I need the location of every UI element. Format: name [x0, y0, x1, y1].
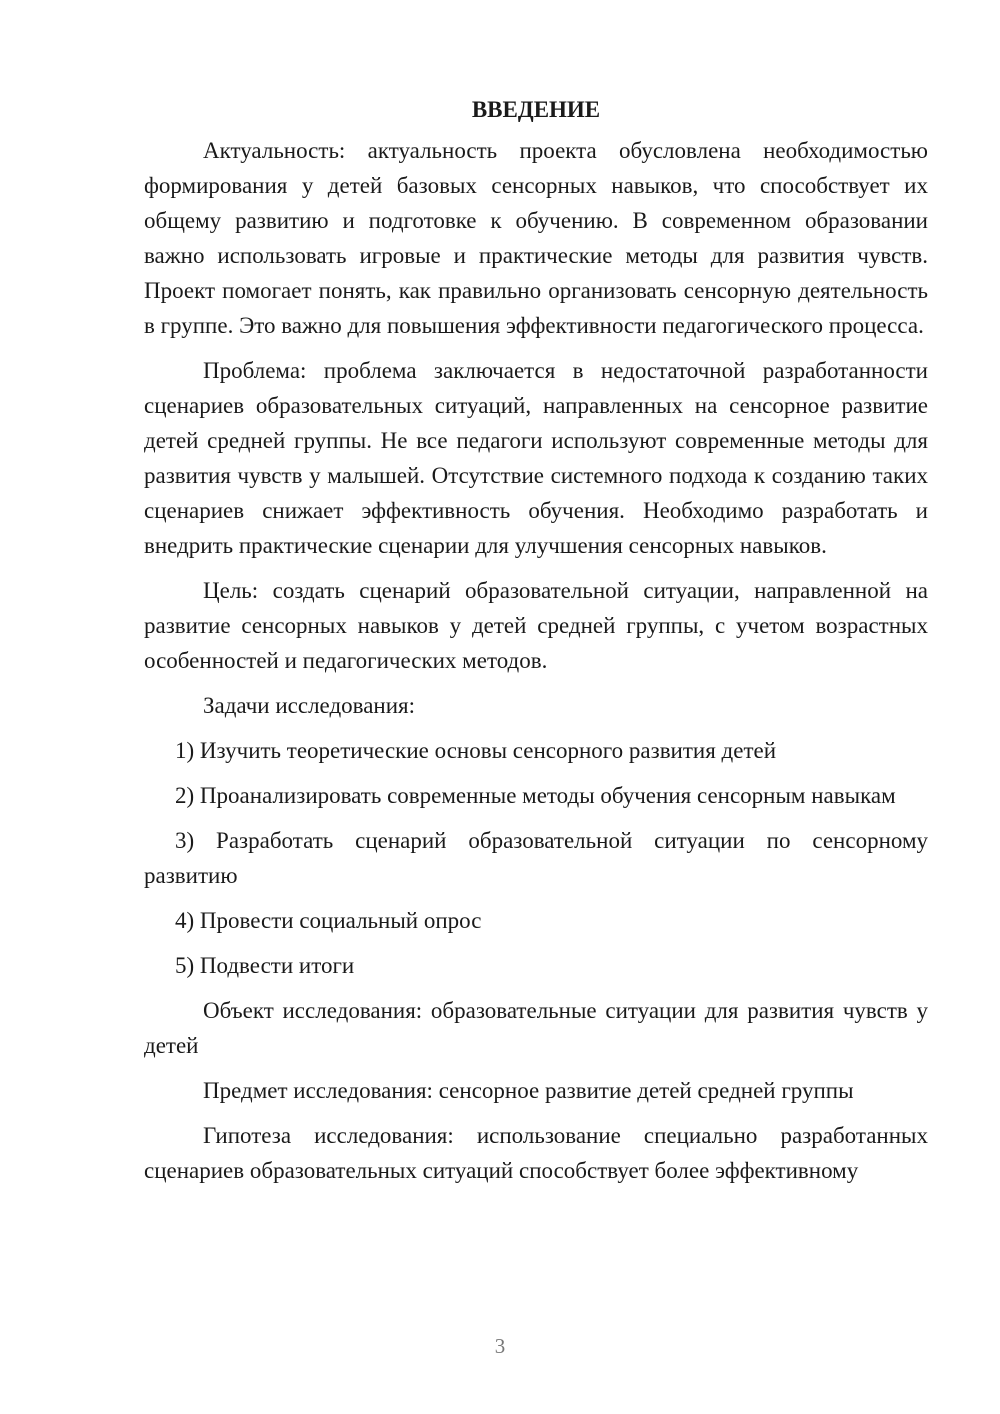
paragraph-object: Объект исследования: образовательные ситуации для развития чувств у детей [144, 998, 928, 1058]
task-item-2: 2) Проанализировать современные методы обучения сенсорным навыкам [175, 783, 896, 808]
paragraph-goal: Цель: создать сценарий образовательной ситуации, направленной на развитие сенсорных навыков у детей средней группы, с учетом возрастных особенностей и педагогических методов. [144, 578, 928, 673]
task-item-3: 3) Разработать сценарий образовательной ситуации по сенсорному развитию [144, 828, 928, 888]
paragraph-relevance: Актуальность: актуальность проекта обусловлена необходимостью формирования у детей базовых сенсорных навыков, что способствует их общему развитию и подготовке к обучению. В современном образовании важно использовать игровые и практические методы для развития чувств. Проект помогает понять, как правильно организовать сенсорную деятельность в группе. Это важно для повышения эффективности педагогического процесса. [144, 138, 928, 338]
task-item-1: 1) Изучить теоретические основы сенсорного развития детей [175, 738, 777, 763]
task-item-4: 4) Провести социальный опрос [175, 908, 482, 933]
paragraph-hypothesis: Гипотеза исследования: использование специально разработанных сценариев образовательных ситуаций способствует более эффективному [144, 1123, 928, 1183]
task-item-5: 5) Подвести итоги [175, 953, 355, 978]
paragraph-tasks-heading: Задачи исследования: [203, 693, 416, 718]
section-title: ВВЕДЕНИЕ [471, 97, 601, 122]
document-page [144, 92, 928, 1198]
page-number: 3 [494, 1334, 506, 1358]
paragraph-problem: Проблема: проблема заключается в недостаточной разработанности сценариев образовательных ситуаций, направленных на сенсорное развитие детей средней группы. Не все педагоги используют современные методы для развития чувств у малышей. Отсутствие системного подхода к созданию таких сценариев снижает эффективность обучения. Необходимо разработать и внедрить практические сценарии для улучшения сенсорных навыков. [144, 358, 928, 558]
paragraph-subject: Предмет исследования: сенсорное развитие детей средней группы [203, 1078, 854, 1103]
